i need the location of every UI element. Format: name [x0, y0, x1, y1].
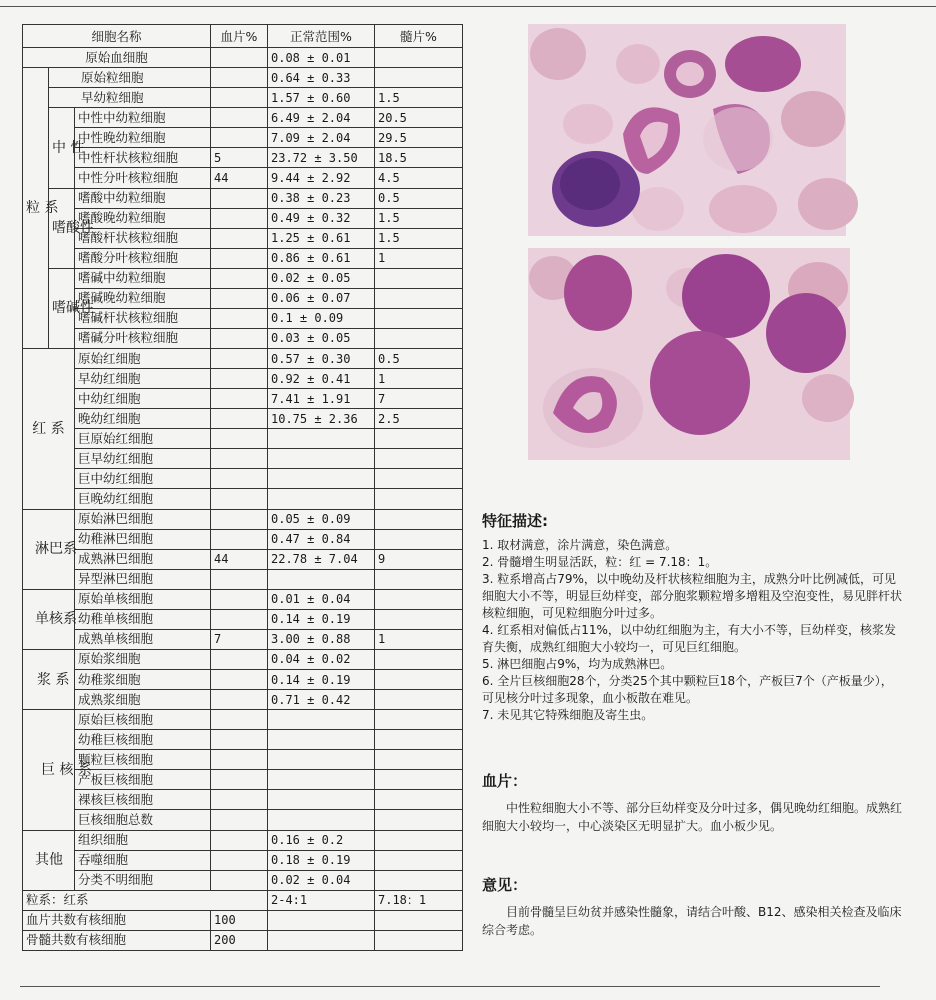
list-item: 2. 骨髓增生明显活跃，粒：红 = 7.18：1。	[482, 555, 718, 569]
blood-smear-title: 血片：	[482, 772, 528, 790]
cell-marrow	[375, 670, 463, 690]
cell-marrow: 1.5	[375, 228, 463, 248]
table-row	[23, 649, 463, 669]
cell-name: 嗜碱晚幼粒细胞	[75, 288, 211, 308]
cell-name: 原始红细胞	[75, 349, 211, 369]
table-row	[23, 188, 463, 208]
cell-name: 原始血细胞	[23, 48, 211, 68]
cell-marrow: 0.5	[375, 188, 463, 208]
cell-normal: 7.09 ± 2.04	[268, 128, 375, 148]
table-row	[23, 389, 463, 409]
cell-normal	[268, 489, 375, 509]
cell-blood	[211, 830, 268, 850]
cell-blood	[211, 409, 268, 429]
cell-blood	[211, 489, 268, 509]
table-row	[23, 148, 463, 168]
cell-marrow	[375, 489, 463, 509]
cell-normal: 0.01 ± 0.04	[268, 589, 375, 609]
cell-blood	[211, 770, 268, 790]
cell-blood	[211, 730, 268, 750]
cell-marrow	[375, 690, 463, 710]
table-row	[23, 469, 463, 489]
cell-blood	[211, 288, 268, 308]
table-row	[23, 128, 463, 148]
cell-marrow: 1.5	[375, 88, 463, 108]
cell-normal: 0.06 ± 0.07	[268, 288, 375, 308]
table-row	[23, 549, 463, 569]
table-row	[23, 870, 463, 890]
list-item: 1. 取材满意，涂片满意，染色满意。	[482, 538, 678, 552]
cell-blood: 5	[211, 148, 268, 168]
cell-normal: 0.14 ± 0.19	[268, 670, 375, 690]
cell-normal: 0.08 ± 0.01	[268, 48, 375, 68]
table-row	[23, 670, 463, 690]
cell-normal: 0.16 ± 0.2	[268, 830, 375, 850]
cell-normal: 0.03 ± 0.05	[268, 328, 375, 348]
table-row	[23, 308, 463, 328]
list-item: 3. 粒系增高占79%，以中晚幼及杆状核粒细胞为主，成熟分叶比例减低，可见细胞大小不等，明显巨幼样变，部分胞浆颗粒增多增粗及空泡变性，易见胖杆状核粒细胞，可见粒细胞分叶过多。	[482, 572, 903, 620]
cell-normal	[268, 790, 375, 810]
cell-count-table	[22, 24, 463, 951]
table-row	[23, 750, 463, 770]
blood-smear-text: 中性粒细胞大小不等、部分巨幼样变及分叶过多，偶见晚幼红细胞。成熟红细胞大小较均一，中心淡染区无明显扩大。血小板少见。	[482, 801, 903, 833]
table-row	[23, 569, 463, 589]
marrow-count-label: 骨髓共数有核细胞	[23, 930, 211, 950]
cell-blood	[211, 48, 268, 68]
cell-name: 成熟淋巴细胞	[75, 549, 211, 569]
blood-count-row	[23, 910, 463, 930]
table-row	[23, 248, 463, 268]
cell-marrow	[375, 609, 463, 629]
cell-normal: 0.18 ± 0.19	[268, 850, 375, 870]
cell-name: 晚幼红细胞	[75, 409, 211, 429]
cell-marrow	[375, 710, 463, 730]
cell-marrow: 1	[375, 629, 463, 649]
table-row	[23, 208, 463, 228]
cell-marrow: 1.5	[375, 208, 463, 228]
cell-marrow	[375, 68, 463, 88]
cell-marrow: 4.5	[375, 168, 463, 188]
cell-blood	[211, 68, 268, 88]
group-monocyte: 单核系	[23, 589, 75, 649]
table-row	[23, 88, 463, 108]
cell-blood	[211, 88, 268, 108]
table-row	[23, 328, 463, 348]
cell-marrow: 29.5	[375, 128, 463, 148]
cell-blood	[211, 569, 268, 589]
cell-normal: 10.75 ± 2.36	[268, 409, 375, 429]
blood-count-label: 血片共数有核细胞	[23, 910, 211, 930]
cell-name: 巨中幼红细胞	[75, 469, 211, 489]
cell-blood	[211, 328, 268, 348]
cell-marrow: 1	[375, 369, 463, 389]
cell-normal	[268, 569, 375, 589]
cell-normal: 0.49 ± 0.32	[268, 208, 375, 228]
cell-marrow	[375, 48, 463, 68]
cell-marrow	[375, 770, 463, 790]
cell-name: 中性杆状核粒细胞	[75, 148, 211, 168]
group-other: 其他	[23, 830, 75, 890]
table-row	[23, 369, 463, 389]
cell-marrow: 20.5	[375, 108, 463, 128]
list-item: 5. 淋巴细胞占9%，均为成熟淋巴。	[482, 657, 673, 671]
table-header-row	[23, 25, 463, 48]
group-erythroid: 红 系	[23, 349, 75, 510]
bottom-rule	[20, 986, 880, 987]
cell-marrow: 18.5	[375, 148, 463, 168]
cell-normal	[268, 429, 375, 449]
table-row	[23, 589, 463, 609]
cell-normal: 0.38 ± 0.23	[268, 188, 375, 208]
cell-marrow: 9	[375, 549, 463, 569]
cell-marrow	[375, 589, 463, 609]
cell-blood	[211, 589, 268, 609]
subgroup-neutrophil: 中 性	[49, 108, 75, 188]
features-list	[482, 537, 902, 724]
cell-blood	[211, 349, 268, 369]
cell-blood	[211, 810, 268, 830]
cell-blood	[211, 208, 268, 228]
header-cell-name: 细胞名称	[23, 25, 211, 48]
cell-name: 幼稚浆细胞	[75, 670, 211, 690]
cell-normal: 6.49 ± 2.04	[268, 108, 375, 128]
subgroup-basophil: 嗜碱性	[49, 268, 75, 348]
cell-blood	[211, 248, 268, 268]
cell-normal	[268, 710, 375, 730]
cell-normal: 0.05 ± 0.09	[268, 509, 375, 529]
cell-marrow	[375, 288, 463, 308]
cell-normal: 0.1 ± 0.09	[268, 308, 375, 328]
table-row	[23, 489, 463, 509]
table-row	[23, 168, 463, 188]
cell-blood	[211, 228, 268, 248]
subgroup-eosinophil: 嗜酸性	[49, 188, 75, 268]
ratio-normal: 2-4:1	[268, 890, 375, 910]
table-row	[23, 529, 463, 549]
cell-blood	[211, 429, 268, 449]
cell-name: 巨核细胞总数	[75, 810, 211, 830]
cell-name: 原始单核细胞	[75, 589, 211, 609]
cell-marrow	[375, 509, 463, 529]
cell-marrow	[375, 790, 463, 810]
cell-name: 原始粒细胞	[49, 68, 211, 88]
cell-normal: 0.47 ± 0.84	[268, 529, 375, 549]
cell-blood	[211, 108, 268, 128]
cell-marrow: 2.5	[375, 409, 463, 429]
blood-count-value: 100	[211, 910, 268, 930]
cell-blood	[211, 710, 268, 730]
cell-name: 嗜碱杆状核粒细胞	[75, 308, 211, 328]
cell-marrow: 7	[375, 389, 463, 409]
marrow-count-value: 200	[211, 930, 268, 950]
cell-name: 巨原始红细胞	[75, 429, 211, 449]
cell-blood	[211, 690, 268, 710]
ratio-label: 粒系：红系	[23, 890, 268, 910]
ratio-row	[23, 890, 463, 910]
table-row	[23, 790, 463, 810]
list-item: 6. 全片巨核细胞28个，分类25个其中颗粒巨18个，产板巨7个（产板量少），可见核分叶过多现象，血小板散在难见。	[482, 674, 893, 705]
cell-marrow	[375, 529, 463, 549]
cell-normal: 3.00 ± 0.88	[268, 629, 375, 649]
cell-blood	[211, 509, 268, 529]
cell-blood	[211, 790, 268, 810]
cell-name: 成熟单核细胞	[75, 629, 211, 649]
top-rule	[0, 6, 936, 7]
marrow-count-row	[23, 930, 463, 950]
cell-name: 成熟浆细胞	[75, 690, 211, 710]
cell-name: 嗜碱分叶核粒细胞	[75, 328, 211, 348]
cell-normal: 7.41 ± 1.91	[268, 389, 375, 409]
table-row	[23, 68, 463, 88]
cell-normal: 0.02 ± 0.04	[268, 870, 375, 890]
cell-normal: 0.02 ± 0.05	[268, 268, 375, 288]
cell-blood	[211, 609, 268, 629]
table-row	[23, 830, 463, 850]
cell-blood	[211, 850, 268, 870]
micrograph-blood-smear	[528, 24, 846, 236]
cell-normal: 0.92 ± 0.41	[268, 369, 375, 389]
cell-normal: 22.78 ± 7.04	[268, 549, 375, 569]
cell-normal: 0.57 ± 0.30	[268, 349, 375, 369]
cell-normal: 0.71 ± 0.42	[268, 690, 375, 710]
group-megakaryocyte: 巨 核 系	[23, 710, 75, 830]
cell-marrow	[375, 569, 463, 589]
cell-marrow	[375, 649, 463, 669]
list-item: 7. 未见其它特殊细胞及寄生虫。	[482, 708, 654, 722]
cell-marrow	[375, 730, 463, 750]
table-row	[23, 228, 463, 248]
cell-blood	[211, 649, 268, 669]
cell-marrow	[375, 268, 463, 288]
cell-blood	[211, 750, 268, 770]
cell-normal	[268, 770, 375, 790]
cell-marrow	[375, 830, 463, 850]
cell-name: 中幼红细胞	[75, 389, 211, 409]
opinion-title: 意见：	[482, 876, 528, 894]
cell-normal	[268, 750, 375, 770]
cell-name: 吞噬细胞	[75, 850, 211, 870]
table-row	[23, 770, 463, 790]
cell-marrow	[375, 750, 463, 770]
table-row	[23, 730, 463, 750]
cell-blood: 44	[211, 549, 268, 569]
cell-normal: 1.25 ± 0.61	[268, 228, 375, 248]
header-normal: 正常范围%	[268, 25, 375, 48]
cell-blood: 7	[211, 629, 268, 649]
cell-blood	[211, 268, 268, 288]
cell-name: 裸核巨核细胞	[75, 790, 211, 810]
cell-marrow	[375, 810, 463, 830]
cell-normal: 1.57 ± 0.60	[268, 88, 375, 108]
micrograph-bone-marrow	[528, 248, 850, 460]
cell-name: 嗜酸晚幼粒细胞	[75, 208, 211, 228]
cell-normal: 0.86 ± 0.61	[268, 248, 375, 268]
header-marrow: 髓片%	[375, 25, 463, 48]
cell-blood	[211, 188, 268, 208]
cell-name: 早幼红细胞	[75, 369, 211, 389]
cell-blood	[211, 670, 268, 690]
cell-marrow	[375, 469, 463, 489]
cell-blood	[211, 469, 268, 489]
features-section	[482, 510, 902, 724]
cell-normal: 9.44 ± 2.92	[268, 168, 375, 188]
table-row	[23, 629, 463, 649]
cell-marrow: 1	[375, 248, 463, 268]
cell-normal: 0.64 ± 0.33	[268, 68, 375, 88]
table-row	[23, 288, 463, 308]
cell-blood	[211, 389, 268, 409]
cell-normal	[268, 730, 375, 750]
cell-name: 中性中幼粒细胞	[75, 108, 211, 128]
cell-blood	[211, 369, 268, 389]
table-row	[23, 710, 463, 730]
cell-blood	[211, 308, 268, 328]
cell-normal	[268, 469, 375, 489]
cell-name: 原始淋巴细胞	[75, 509, 211, 529]
group-plasma: 浆 系	[23, 649, 75, 709]
table-row	[23, 268, 463, 288]
cell-name: 组织细胞	[75, 830, 211, 850]
cell-normal: 23.72 ± 3.50	[268, 148, 375, 168]
cell-name: 巨晚幼红细胞	[75, 489, 211, 509]
group-granulocyte: 粒 系	[23, 68, 49, 349]
cell-name: 中性分叶核粒细胞	[75, 168, 211, 188]
cell-normal: 0.14 ± 0.19	[268, 609, 375, 629]
cell-marrow	[375, 429, 463, 449]
cell-name: 幼稚淋巴细胞	[75, 529, 211, 549]
table-row	[23, 349, 463, 369]
cell-name: 原始巨核细胞	[75, 710, 211, 730]
features-title: 特征描述:	[482, 512, 548, 530]
cell-marrow	[375, 870, 463, 890]
cell-name: 原始浆细胞	[75, 649, 211, 669]
opinion-section	[482, 874, 902, 939]
cell-name: 嗜酸杆状核粒细胞	[75, 228, 211, 248]
cell-normal	[268, 810, 375, 830]
cell-blood	[211, 870, 268, 890]
cell-normal	[268, 449, 375, 469]
cell-name: 幼稚巨核细胞	[75, 730, 211, 750]
cell-marrow	[375, 850, 463, 870]
cell-name: 幼稚单核细胞	[75, 609, 211, 629]
cell-name: 嗜酸分叶核粒细胞	[75, 248, 211, 268]
cell-marrow	[375, 308, 463, 328]
cell-marrow	[375, 328, 463, 348]
cell-name: 产板巨核细胞	[75, 770, 211, 790]
opinion-text: 目前骨髓呈巨幼贫并感染性髓象，请结合叶酸、B12、感染相关检查及临床综合考虑。	[482, 905, 902, 937]
cell-name: 分类不明细胞	[75, 870, 211, 890]
cell-marrow	[375, 449, 463, 469]
list-item: 4. 红系相对偏低占11%，以中幼红细胞为主，有大小不等，巨幼样变，核浆发育失衡，成熟红细胞大小较均一，可见巨红细胞。	[482, 623, 896, 654]
cell-marrow: 0.5	[375, 349, 463, 369]
table-row	[23, 48, 463, 68]
cell-name: 中性晚幼粒细胞	[75, 128, 211, 148]
cell-name: 嗜碱中幼粒细胞	[75, 268, 211, 288]
header-blood: 血片%	[211, 25, 268, 48]
table-row	[23, 409, 463, 429]
cell-name: 颗粒巨核细胞	[75, 750, 211, 770]
table-row	[23, 509, 463, 529]
cell-name: 早幼粒细胞	[49, 88, 211, 108]
cell-normal: 0.04 ± 0.02	[268, 649, 375, 669]
table-row	[23, 429, 463, 449]
cell-blood	[211, 529, 268, 549]
blood-smear-section	[482, 770, 902, 835]
cell-blood	[211, 128, 268, 148]
table-row	[23, 850, 463, 870]
cell-name: 异型淋巴细胞	[75, 569, 211, 589]
table-row	[23, 449, 463, 469]
table-row	[23, 609, 463, 629]
cell-name: 嗜酸中幼粒细胞	[75, 188, 211, 208]
cell-blood	[211, 449, 268, 469]
ratio-marrow: 7.18：1	[375, 890, 463, 910]
table-row	[23, 810, 463, 830]
group-lymphocyte: 淋巴系	[23, 509, 75, 589]
table-row	[23, 690, 463, 710]
table-row	[23, 108, 463, 128]
cell-name: 巨早幼红细胞	[75, 449, 211, 469]
cell-blood: 44	[211, 168, 268, 188]
